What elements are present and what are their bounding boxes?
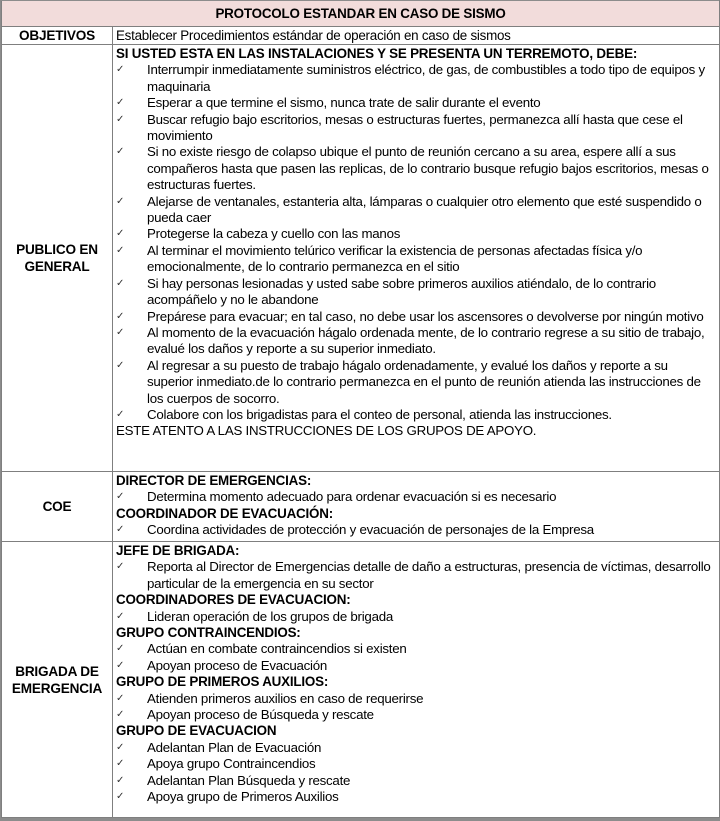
list-item-text: Si hay personas lesionadas y usted sabe sobre primeros auxilios atiéndalo, de lo contrario acompáñelo y no le abandone <box>147 275 656 308</box>
list-item-text: Actúan en combate contraincendios si existen <box>147 641 407 657</box>
checkmark-icon: ✓ <box>116 709 125 721</box>
checkmark-icon: ✓ <box>116 561 125 573</box>
coe-label: COE <box>2 472 113 542</box>
publico-heading: SI USTED ESTA EN LAS INSTALACIONES Y SE PRESENTA UN TERREMOTO, DEBE: <box>116 46 638 61</box>
list-item-text: Esperar a que termine el sismo, nunca trate de salir durante el evento <box>147 95 541 111</box>
list-item <box>116 243 716 276</box>
checkmark-icon: ✓ <box>116 195 125 207</box>
list-item-text: Al momento de la evacuación hágalo ordenada mente, de lo contrario regrese a su sitio de trabajo, evalué los daños y reporte a su superior inmediato. <box>147 324 705 357</box>
checkmark-icon: ✓ <box>116 359 125 371</box>
coe-content <box>113 472 720 542</box>
list-item-text: Apoyan proceso de Búsqueda y rescate <box>147 707 374 723</box>
list-item <box>116 276 716 309</box>
coe-groups <box>116 473 716 539</box>
list-item-text: Prepárese para evacuar; en tal caso, no debe usar los ascensores o devolverse por ningún motivo <box>147 308 704 324</box>
protocol-table <box>1 0 720 818</box>
checkmark-icon: ✓ <box>116 64 125 76</box>
list-item <box>116 112 716 145</box>
document-title: PROTOCOLO ESTANDAR EN CASO DE SISMO <box>2 1 720 27</box>
list-item <box>116 309 716 325</box>
list-item <box>116 194 716 227</box>
list-item-text: Determina momento adecuado para ordenar evacuación si es necesario <box>147 489 557 505</box>
checkmark-icon: ✓ <box>116 97 125 109</box>
list-item-text: Interrumpir inmediatamente suministros eléctrico, de gas, de combustibles a todo tipo de equipos y maquinaria <box>147 62 705 94</box>
list-item <box>116 325 716 358</box>
publico-footer: ESTE ATENTO A LAS INSTRUCCIONES DE LOS GRUPOS DE APOYO. <box>116 423 537 439</box>
brigada-groups <box>116 543 716 806</box>
publico-label-text: PUBLICO EN GENERAL <box>16 242 98 274</box>
list-item-text: Coordina actividades de protección y evacuación de personajes de la Empresa <box>147 522 594 538</box>
list-item <box>116 559 716 592</box>
list-item <box>116 707 716 723</box>
list-item-text: Apoya grupo Contraincendios <box>147 756 316 772</box>
coe-row <box>2 472 720 542</box>
list-item-text: Si no existe riesgo de colapso ubique el punto de reunión cercano a su area, espere allí a sus compañeros hasta que pasen las replicas, de lo contrario busque refugio bajos escritorios, mesas o estructuras fuertes. <box>147 144 709 193</box>
checkmark-icon: ✓ <box>116 524 125 536</box>
publico-list <box>116 62 716 423</box>
list-item <box>116 226 716 242</box>
objetivos-label: OBJETIVOS <box>2 27 113 45</box>
checkmark-icon: ✓ <box>116 741 125 753</box>
group-heading: COORDINADORES DE EVACUACION: <box>116 592 351 608</box>
checkmark-icon: ✓ <box>116 228 125 240</box>
list-item <box>116 789 716 805</box>
objetivos-text: Establecer Procedimientos estándar de operación en caso de sismos <box>113 27 720 45</box>
list-item <box>116 144 716 193</box>
group-heading: COORDINADOR DE EVACUACIÓN: <box>116 505 333 521</box>
checkmark-icon: ✓ <box>116 146 125 158</box>
list-item-text: Adelantan Plan de Evacuación <box>147 739 322 755</box>
checkmark-icon: ✓ <box>116 610 125 622</box>
group-heading: GRUPO DE EVACUACION <box>116 723 277 739</box>
group-heading: DIRECTOR DE EMERGENCIAS: <box>116 473 312 488</box>
list-item <box>116 609 716 625</box>
list-item-text: Alejarse de ventanales, estanteria alta, lámparas o cualquier otro elemento que esté suspendido o pueda caer <box>147 193 702 226</box>
list-item-text: Al terminar el movimiento telúrico verificar la existencia de personas afectadas física y/o emocionalmente, de lo contrario permanezca en el sitio <box>147 242 643 275</box>
checkmark-icon: ✓ <box>116 692 125 704</box>
group-heading: GRUPO DE PRIMEROS AUXILIOS: <box>116 674 329 690</box>
list-item <box>116 489 716 505</box>
list-item-text: Reporta al Director de Emergencias detalle de daño a estructuras, presencia de víctimas, desarrollo particular de la emergencia en su sector <box>147 559 711 591</box>
list-item <box>116 773 716 789</box>
checkmark-icon: ✓ <box>116 310 125 322</box>
list-item <box>116 62 716 95</box>
objetivos-row <box>2 27 720 45</box>
list-item <box>116 358 716 407</box>
brigada-label-text: BRIGADA DE EMERGENCIA <box>11 663 103 696</box>
list-item-text: Colabore con los brigadistas para el conteo de personal, atienda las instrucciones. <box>147 406 612 422</box>
publico-label <box>2 45 113 472</box>
checkmark-icon: ✓ <box>116 791 125 803</box>
list-item-text: Protegerse la cabeza y cuello con las manos <box>147 226 401 242</box>
list-item <box>116 522 716 538</box>
checkmark-icon: ✓ <box>116 244 125 256</box>
list-item-text: Atienden primeros auxilios en caso de requerirse <box>147 690 424 706</box>
list-item <box>116 95 716 111</box>
checkmark-icon: ✓ <box>116 326 125 338</box>
checkmark-icon: ✓ <box>116 758 125 770</box>
checkmark-icon: ✓ <box>116 659 125 671</box>
checkmark-icon: ✓ <box>116 491 125 503</box>
list-item-text: Apoyan proceso de Evacuación <box>147 657 328 673</box>
group-heading: GRUPO CONTRAINCENDIOS: <box>116 625 301 641</box>
title-row <box>2 1 720 27</box>
list-item <box>116 407 716 423</box>
list-item-text: Al regresar a su puesto de trabajo hágalo ordenadamente, y evalué los daños y reporte a su superior inmediato.de lo contrario permanezca en el punto de reunión atienda las instrucciones de los cuerpos de socorro. <box>147 357 701 406</box>
list-item-text: Lideran operación de los grupos de brigada <box>147 608 394 624</box>
brigada-label <box>2 542 113 818</box>
list-item-text: Apoya grupo de Primeros Auxilios <box>147 789 339 805</box>
brigada-row <box>2 542 720 818</box>
publico-row <box>2 45 720 472</box>
list-item-text: Buscar refugio bajo escritorios, mesas o estructuras fuertes, permanezca allí hasta que cese el movimiento <box>147 111 683 144</box>
list-item <box>116 641 716 657</box>
checkmark-icon: ✓ <box>116 774 125 786</box>
list-item <box>116 658 716 674</box>
checkmark-icon: ✓ <box>116 277 125 289</box>
publico-content <box>113 45 720 472</box>
brigada-content <box>113 542 720 818</box>
checkmark-icon: ✓ <box>116 643 125 655</box>
group-heading: JEFE DE BRIGADA: <box>116 543 240 558</box>
list-item <box>116 740 716 756</box>
checkmark-icon: ✓ <box>116 113 125 125</box>
list-item-text: Adelantan Plan Búsqueda y rescate <box>147 772 351 788</box>
list-item <box>116 691 716 707</box>
list-item <box>116 756 716 772</box>
checkmark-icon: ✓ <box>116 408 125 420</box>
